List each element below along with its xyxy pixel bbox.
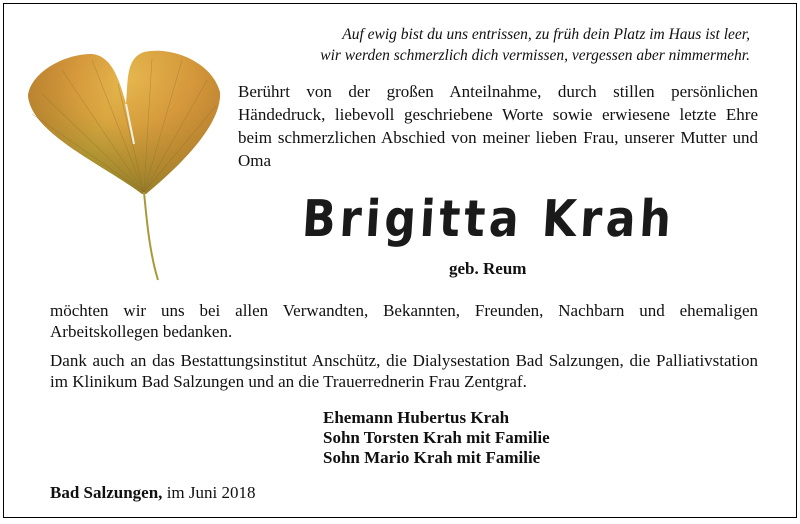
obituary-notice bbox=[3, 3, 797, 518]
ginkgo-leaf-image bbox=[22, 44, 232, 284]
thanks-paragraph-2: Dank auch an das Bestattungsinstitut Anschütz, die Dialysestation Bad Salzungen, die Palliativstation im Klinikum Bad Salzungen und an die Trauerrednerin Frau Zentgraf. bbox=[50, 351, 758, 391]
signature-line: Sohn Mario Krah mit Familie bbox=[323, 448, 541, 467]
deceased-name: Brigitta Krah bbox=[300, 190, 677, 249]
signatures bbox=[323, 408, 550, 468]
thanks-paragraph-1: möchten wir uns bei allen Verwandten, Bekannten, Freunden, Nachbarn und ehemaligen Arbeitskollegen bedanken. bbox=[50, 301, 758, 341]
signature-line: Ehemann Hubertus Krah bbox=[323, 408, 510, 427]
date: im Juni 2018 bbox=[166, 483, 256, 502]
maiden-name: geb. Reum bbox=[449, 259, 527, 278]
poem-line-2: wir werden schmerzlich dich vermissen, vergessen aber nimmermehr. bbox=[320, 47, 750, 64]
poem bbox=[320, 24, 750, 66]
place: Bad Salzungen, bbox=[50, 483, 163, 502]
place-date bbox=[50, 483, 255, 503]
signature-line: Sohn Torsten Krah mit Familie bbox=[323, 428, 550, 447]
poem-line-1: Auf ewig bist du uns entrissen, zu früh dein Platz im Haus ist leer, bbox=[342, 26, 750, 43]
intro-text: Berührt von der großen Anteilnahme, durch stillen persönlichen Händedruck, liebevoll geschriebene Worte sowie erwiesene letzte Ehre beim schmerzlichen Abschied von meiner lieben Frau, unserer Mutter und Oma bbox=[238, 82, 758, 170]
